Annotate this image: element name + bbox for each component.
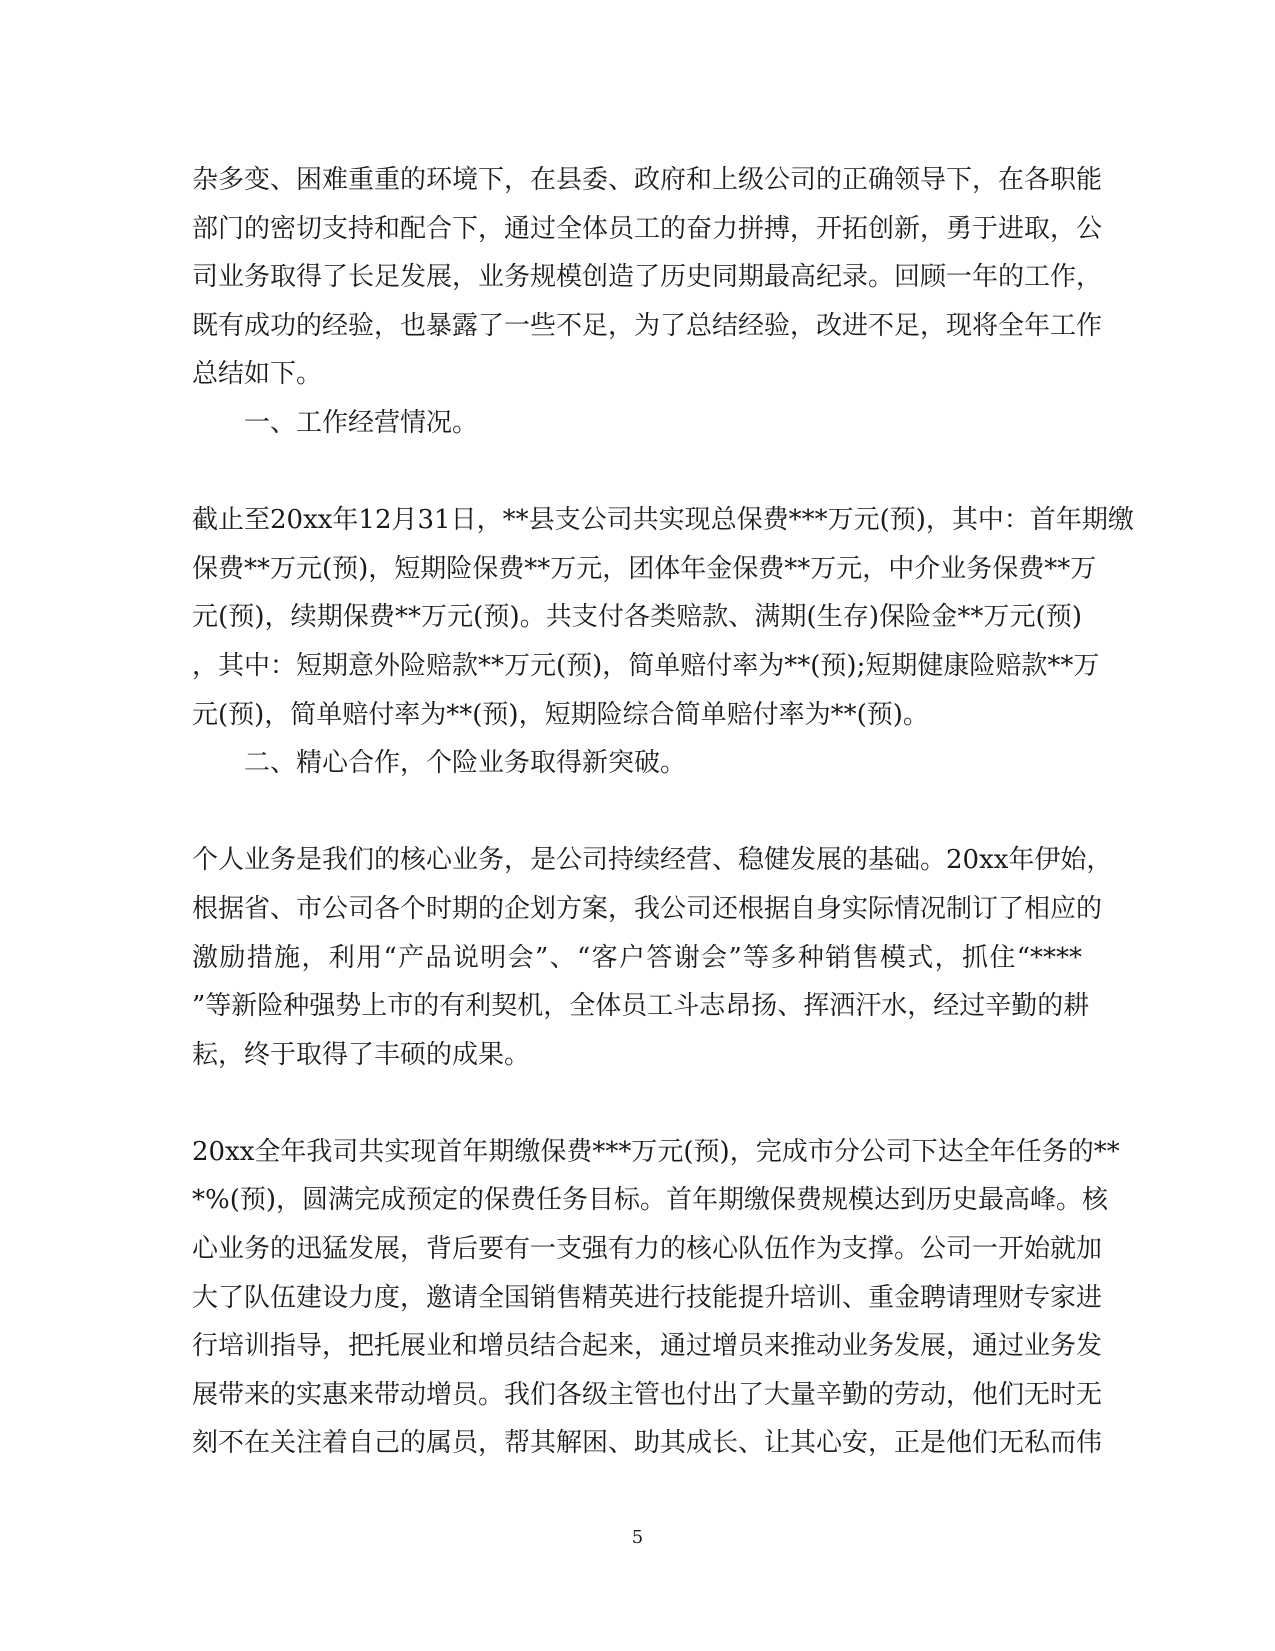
section-heading-individual-insurance: 二、精心合作，个险业务取得新突破。 (244, 748, 687, 779)
text-line: 激励措施，利用“产品说明会”、“客户答谢会”等多种销售模式，抓住“**** (192, 942, 1082, 973)
text-line: 总结如下。 (192, 359, 323, 390)
text-line: 20xx全年我司共实现首年期缴保费***万元(预)，完成市分公司下达全年任务的** (192, 1136, 1120, 1167)
text-line: 耘，终于取得了丰硕的成果。 (192, 1039, 531, 1070)
text-line: 保费**万元(预)，短期险保费**万元，团体年金保费**万元，中介业务保费**万 (192, 553, 1097, 584)
paragraph-gap (192, 448, 1082, 497)
text-line: 大了队伍建设力度，邀请全国销售精英进行技能提升培训、重金聘请理财专家进 (192, 1282, 1103, 1313)
text-line: ”等新险种强势上市的有利契机，全体员工斗志昂扬、挥洒汗水，经过辛勤的耕 (192, 991, 1090, 1022)
text-line: 行培训指导，把托展业和增员结合起来，通过增员来推动业务发展，通过业务发 (192, 1331, 1103, 1362)
text-line: 元(预)，续期保费**万元(预)。共支付各类赔款、满期(生存)保险金**万元(预) (192, 602, 1082, 633)
text-line: 既有成功的经验，也暴露了一些不足，为了总结经验，改进不足，现将全年工作 (192, 310, 1103, 341)
text-line: 元(预)，简单赔付率为**(预)，短期险综合简单赔付率为**(预)。 (192, 699, 929, 730)
text-line: 刻不在关注着自己的属员，帮其解困、助其成长、让其心安，正是他们无私而伟 (192, 1428, 1103, 1459)
text-line: 个人业务是我们的核心业务，是公司持续经营、稳健发展的基础。20xx年伊始， (192, 845, 1113, 876)
text-line: *%(预)，圆满完成预定的保费任务目标。首年期缴保费规模达到历史最高峰。核 (192, 1185, 1108, 1216)
text-line: 展带来的实惠来带动增员。我们各级主管也付出了大量辛勤的劳动，他们无时无 (192, 1379, 1103, 1410)
text-line: 杂多变、困难重重的环境下，在县委、政府和上级公司的正确领导下，在各职能 (192, 165, 1103, 195)
text-line: 心业务的迅猛发展，背后要有一支强有力的核心队伍作为支撑。公司一开始就加 (192, 1234, 1103, 1265)
paragraph-core-business (192, 836, 1113, 1079)
paragraph-annual-results (192, 1128, 1120, 1468)
section-heading-operations: 一、工作经营情况。 (244, 407, 479, 438)
text-line: 根据省、市公司各个时期的企划方案，我公司还根据自身实际情况制订了相应的 (192, 893, 1103, 924)
text-line: 截止至20xx年12月31日，**县支公司共实现总保费***万元(预)，其中：首年期缴 (192, 505, 1134, 536)
text-line: 部门的密切支持和配合下，通过全体员工的奋力拼搏，开拓创新，勇于进取，公 (192, 213, 1103, 244)
paragraph-operations (192, 496, 1134, 739)
paragraph-intro-continued (192, 156, 1103, 399)
text-line: ，其中：短期意外险赔款**万元(预)，简单赔付率为**(预);短期健康险赔款**万 (192, 650, 1100, 681)
paragraph-gap (192, 788, 1082, 837)
document-body (192, 156, 1134, 1468)
page-number: 5 (631, 1527, 644, 1548)
text-line: 司业务取得了长足发展，业务规模创造了历史同期最高纪录。回顾一年的工作， (192, 262, 1103, 293)
paragraph-gap (192, 1079, 1082, 1128)
